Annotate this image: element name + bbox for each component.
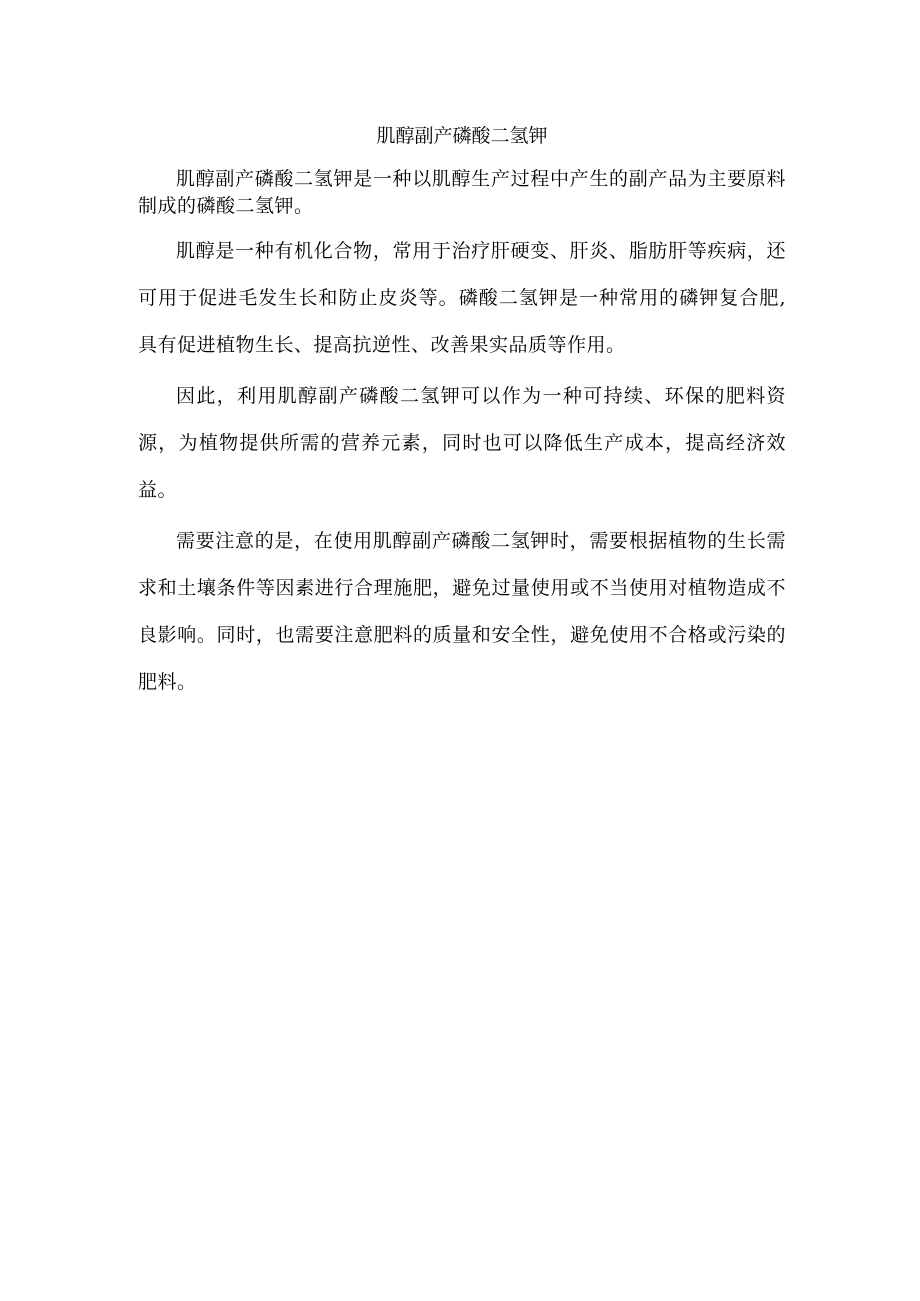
paragraph-inositol: 肌醇是一种有机化合物，常用于治疗肝硬变、肝炎、脂肪肝等疾病，还可用于促进毛发生长和防止皮炎等。磷酸二氢钾是一种常用的磷钾复合肥,具有促进植物生长、提高抗逆性、改善果实品质等作用。 [138,240,786,356]
paragraph-therefore: 因此，利用肌醇副产磷酸二氢钾可以作为一种可持续、环保的肥料资源，为植物提供所需的营养元素，同时也可以降低生产成本，提高经济效益。 [138,385,786,501]
document-body [138,118,786,706]
paragraph-intro: 肌醇副产磷酸二氢钾是一种以肌醇生产过程中产生的副产品为主要原料制成的磷酸二氢钾。 [138,168,786,217]
paragraph-caution: 需要注意的是，在使用肌醇副产磷酸二氢钾时，需要根据植物的生长需求和土壤条件等因素进行合理施肥，避免过量使用或不当使用对植物造成不良影响。同时，也需要注意肥料的质量和安全性，避免使用不合格或污染的肥料。 [138,530,786,693]
document-title: 肌醇副产磷酸二氢钾 [376,125,548,147]
